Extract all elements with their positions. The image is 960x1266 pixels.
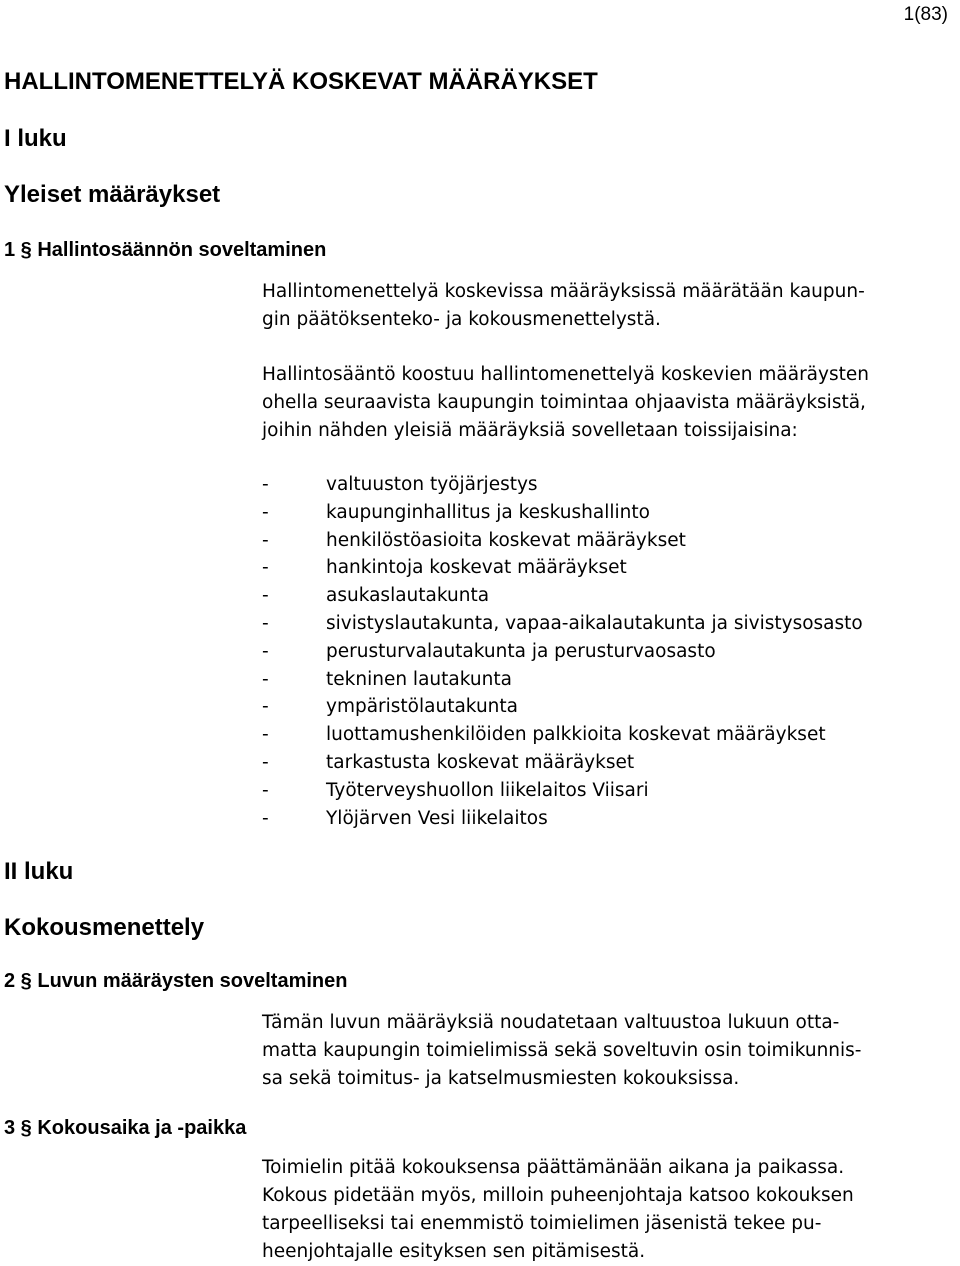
paragraph-line: sa sekä toimitus- ja katselmusmiesten kokouksissa. xyxy=(262,1068,740,1089)
section-1-paragraph-1 xyxy=(262,278,865,334)
paragraph-line: Hallintosääntö koostuu hallintomenettelyä koskevien määräysten xyxy=(262,364,869,385)
paragraph-line: matta kaupungin toimielimissä sekä soveltuvin osin toimikunnis- xyxy=(262,1040,862,1061)
list-item-text: luottamushenkilöiden palkkioita koskevat määräykset xyxy=(326,724,826,746)
chapter-2-number: II luku xyxy=(4,858,74,885)
list-dash: - xyxy=(262,640,269,662)
list-item-text: hankintoja koskevat määräykset xyxy=(326,557,627,579)
paragraph-line: Tämän luvun määräyksiä noudatetaan valtuustoa lukuun otta- xyxy=(262,1012,840,1033)
list-dash: - xyxy=(262,585,269,607)
document-title: HALLINTOMENETTELYÄ KOSKEVAT MÄÄRÄYKSET xyxy=(4,68,598,95)
list-item-text: perusturvalautakunta ja perusturvaosasto xyxy=(326,640,716,662)
section-3-paragraph xyxy=(262,1154,854,1266)
section-1-heading: 1 § Hallintosäännön soveltaminen xyxy=(4,239,327,261)
list-dash: - xyxy=(262,529,269,551)
paragraph-line: tarpeelliseksi tai enemmistö toimielimen jäsenistä tekee pu- xyxy=(262,1213,822,1234)
list-item-text: sivistyslautakunta, vapaa-aikalautakunta ja sivistysosasto xyxy=(326,612,863,634)
list-dash: - xyxy=(262,696,269,718)
chapter-2-title: Kokousmenettely xyxy=(4,914,205,941)
list-dash: - xyxy=(262,474,269,495)
list-item-text: Ylöjärven Vesi liikelaitos xyxy=(326,807,548,829)
list-dash: - xyxy=(262,557,269,579)
paragraph-line: ohella seuraavista kaupungin toimintaa ohjaavista määräyksistä, xyxy=(262,392,866,413)
list-dash: - xyxy=(262,612,269,634)
list-dash: - xyxy=(262,501,269,523)
chapter-1-number: I luku xyxy=(4,125,67,152)
list-item-text: ympäristölautakunta xyxy=(326,696,518,718)
page-number: 1(83) xyxy=(903,4,948,25)
paragraph-line: Kokous pidetään myös, milloin puheenjohtaja katsoo kokouksen xyxy=(262,1185,854,1206)
section-2-heading: 2 § Luvun määräysten soveltaminen xyxy=(4,970,348,992)
list-item-text: tekninen lautakunta xyxy=(326,668,512,690)
paragraph-line: Toimielin pitää kokouksensa päättämänään aikana ja paikassa. xyxy=(262,1157,845,1178)
list-item-text: asukaslautakunta xyxy=(326,585,490,607)
list-item-text: henkilöstöasioita koskevat määräykset xyxy=(326,529,686,551)
paragraph-line: joihin nähden yleisiä määräyksiä sovelletaan toissijaisina: xyxy=(262,420,798,441)
section-2-paragraph xyxy=(262,1009,861,1093)
paragraph-line: Hallintomenettelyä koskevissa määräyksissä määrätään kaupun- xyxy=(262,281,865,302)
list-item-text: kaupunginhallitus ja keskushallinto xyxy=(326,501,650,523)
paragraph-line: heenjohtajalle esityksen sen pitämisestä. xyxy=(262,1241,646,1262)
list-dash: - xyxy=(262,751,269,773)
list-dash: - xyxy=(262,807,269,829)
section-3-heading: 3 § Kokousaika ja -paikka xyxy=(4,1117,247,1139)
chapter-1-title: Yleiset määräykset xyxy=(4,181,221,208)
list-dash: - xyxy=(262,668,269,690)
section-1-paragraph-2 xyxy=(262,361,869,445)
list-dash: - xyxy=(262,724,269,746)
list-item-text: Työterveyshuollon liikelaitos Viisari xyxy=(326,779,649,801)
paragraph-line: gin päätöksenteko- ja kokousmenettelystä. xyxy=(262,309,661,330)
list-item-text: tarkastusta koskevat määräykset xyxy=(326,751,635,773)
list-dash: - xyxy=(262,779,269,801)
list-item-text: valtuuston työjärjestys xyxy=(326,474,538,495)
